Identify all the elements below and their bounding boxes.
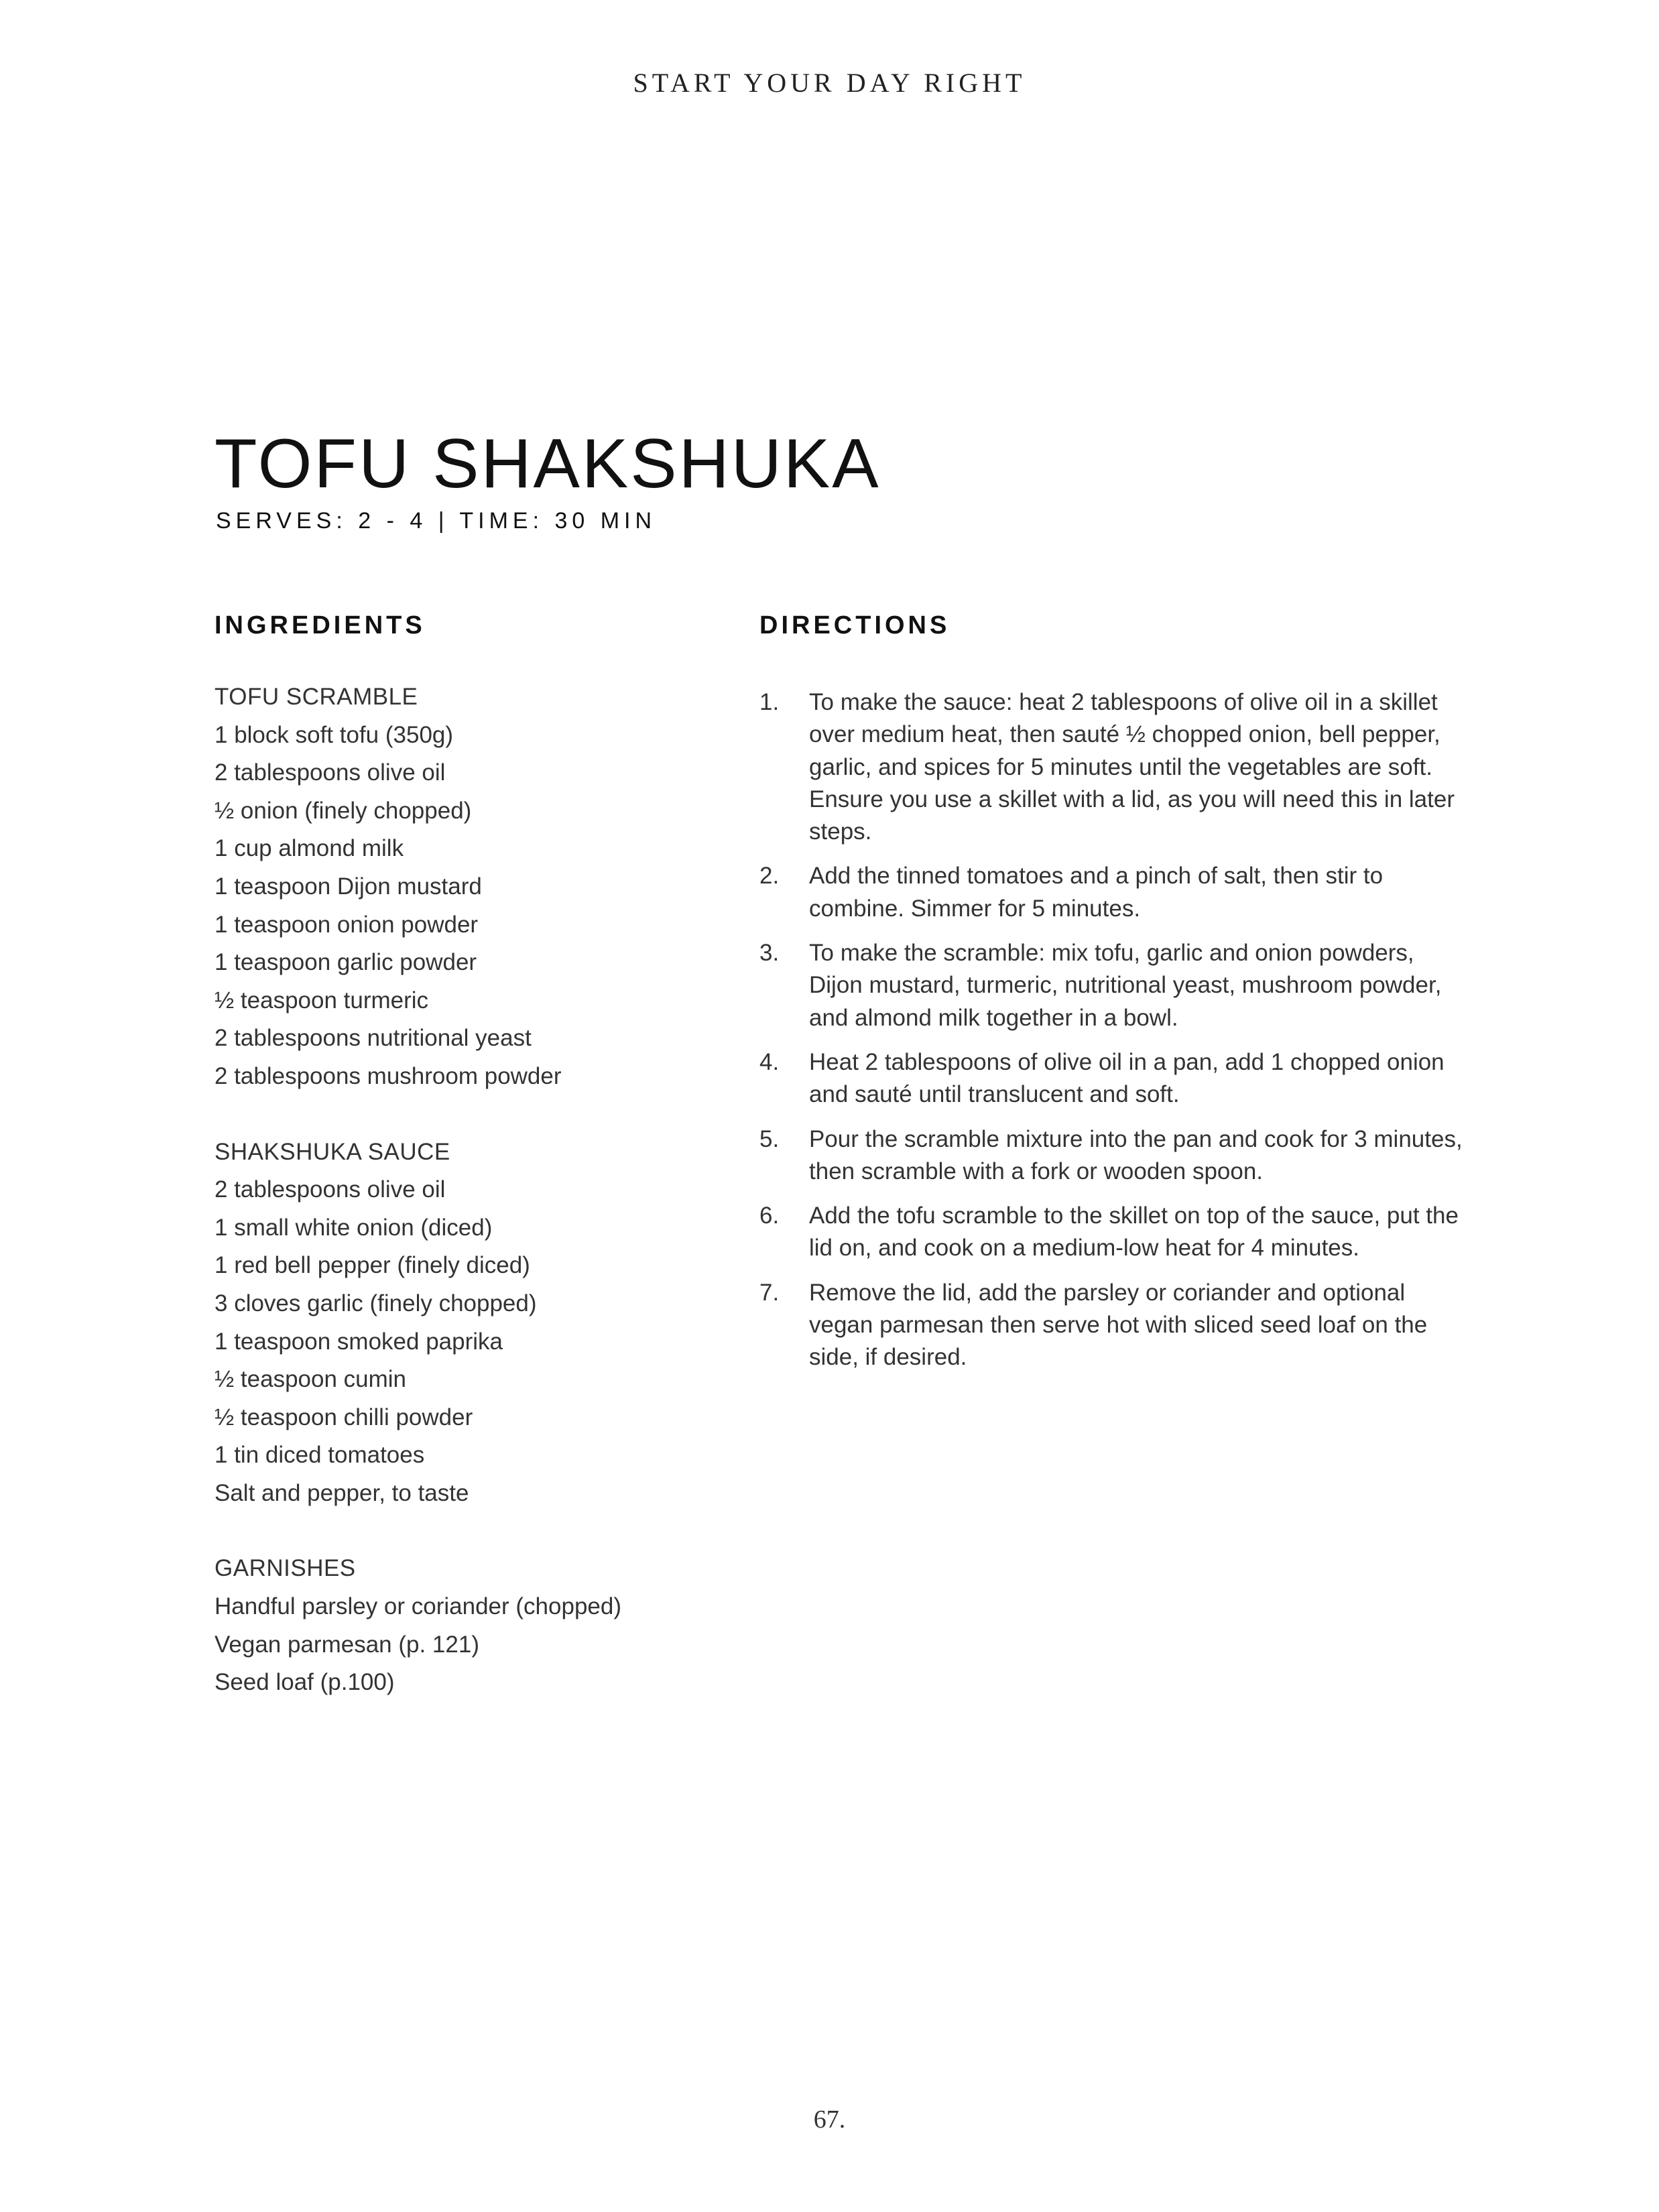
step-text: Add the tinned tomatoes and a pinch of salt, then stir to combine. Simmer for 5 minutes. [809, 863, 1384, 922]
direction-step [759, 1277, 1463, 1374]
ingredient-item: 2 tablespoons olive oil [214, 1176, 446, 1203]
ingredient-section-tofu-scramble [214, 678, 711, 1096]
ingredient-item: ½ teaspoon cumin [214, 1366, 407, 1393]
running-head: START YOUR DAY RIGHT [633, 68, 1026, 98]
direction-step [759, 1046, 1463, 1111]
ingredient-item: ½ onion (finely chopped) [214, 797, 472, 824]
ingredient-item: Handful parsley or coriander (chopped) [214, 1593, 621, 1620]
recipe-title: TOFU SHAKSHUKA [214, 425, 881, 503]
direction-step [759, 1123, 1463, 1188]
ingredient-item: Salt and pepper, to taste [214, 1479, 469, 1506]
ingredient-item: 1 teaspoon onion powder [214, 911, 479, 938]
page-number: 67. [813, 2105, 846, 2134]
ingredient-item: ½ teaspoon chilli powder [214, 1404, 473, 1430]
step-number: 4. [759, 1048, 780, 1075]
ingredient-item: ½ teaspoon turmeric [214, 987, 429, 1013]
ingredient-item: 2 tablespoons nutritional yeast [214, 1025, 532, 1052]
direction-step [759, 937, 1463, 1034]
step-number: 1. [759, 689, 780, 715]
ingredient-item: 3 cloves garlic (finely chopped) [214, 1290, 537, 1316]
recipe-meta: SERVES: 2 - 4 | TIME: 30 MIN [216, 508, 657, 534]
section-title: TOFU SCRAMBLE [214, 684, 418, 710]
ingredient-item: 2 tablespoons mushroom powder [214, 1062, 562, 1089]
ingredient-item: 1 teaspoon Dijon mustard [214, 873, 482, 900]
ingredient-item: Vegan parmesan (p. 121) [214, 1631, 479, 1658]
step-text: To make the scramble: mix tofu, garlic and onion powders, Dijon mustard, turmeric, nutritional yeast, mushroom powder, and almond milk together in a bowl. [809, 940, 1442, 1031]
step-number: 6. [759, 1203, 780, 1229]
ingredient-item: 1 teaspoon garlic powder [214, 949, 477, 976]
step-text: Pour the scramble mixture into the pan and cook for 3 minutes, then scramble with a fork or wooden spoon. [809, 1125, 1463, 1184]
ingredients-list [214, 678, 711, 1739]
section-title: GARNISHES [214, 1555, 356, 1582]
direction-step [759, 1200, 1463, 1265]
step-text: Heat 2 tablespoons of olive oil in a pan, add 1 chopped onion and sauté until translucent and soft. [809, 1048, 1445, 1108]
direction-step [759, 860, 1463, 925]
step-number: 2. [759, 863, 780, 889]
ingredient-item: 1 red bell pepper (finely diced) [214, 1252, 530, 1279]
step-text: Add the tofu scramble to the skillet on top of the sauce, put the lid on, and cook on a medium-low heat for 4 minutes. [809, 1203, 1459, 1262]
ingredients-heading: INGREDIENTS [214, 611, 426, 639]
step-number: 5. [759, 1125, 780, 1152]
ingredient-item: 1 cup almond milk [214, 835, 404, 862]
ingredient-item: 1 teaspoon smoked paprika [214, 1328, 503, 1355]
ingredient-section-shakshuka-sauce [214, 1133, 711, 1513]
step-number: 7. [759, 1279, 780, 1306]
ingredient-section-garnishes [214, 1550, 711, 1701]
directions-heading: DIRECTIONS [759, 611, 950, 639]
step-text: Remove the lid, add the parsley or coriander and optional vegan parmesan then serve hot with sliced seed loaf on the side, if desired. [809, 1279, 1428, 1371]
ingredient-item: 1 block soft tofu (350g) [214, 721, 454, 748]
step-text: To make the sauce: heat 2 tablespoons of olive oil in a skillet over medium heat, then sauté ½ chopped onion, bell pepper, garlic, and spices for 5 minutes until the vegetables are soft. Ensure you use a skillet with a lid, as you will need this in later steps. [809, 689, 1455, 845]
section-title: SHAKSHUKA SAUCE [214, 1138, 450, 1165]
ingredient-item: 2 tablespoons olive oil [214, 759, 446, 786]
directions-list [759, 686, 1463, 1386]
ingredient-item: Seed loaf (p.100) [214, 1669, 395, 1696]
direction-step [759, 686, 1463, 848]
ingredient-item: 1 small white onion (diced) [214, 1214, 493, 1241]
ingredient-item: 1 tin diced tomatoes [214, 1442, 425, 1469]
step-number: 3. [759, 940, 780, 967]
